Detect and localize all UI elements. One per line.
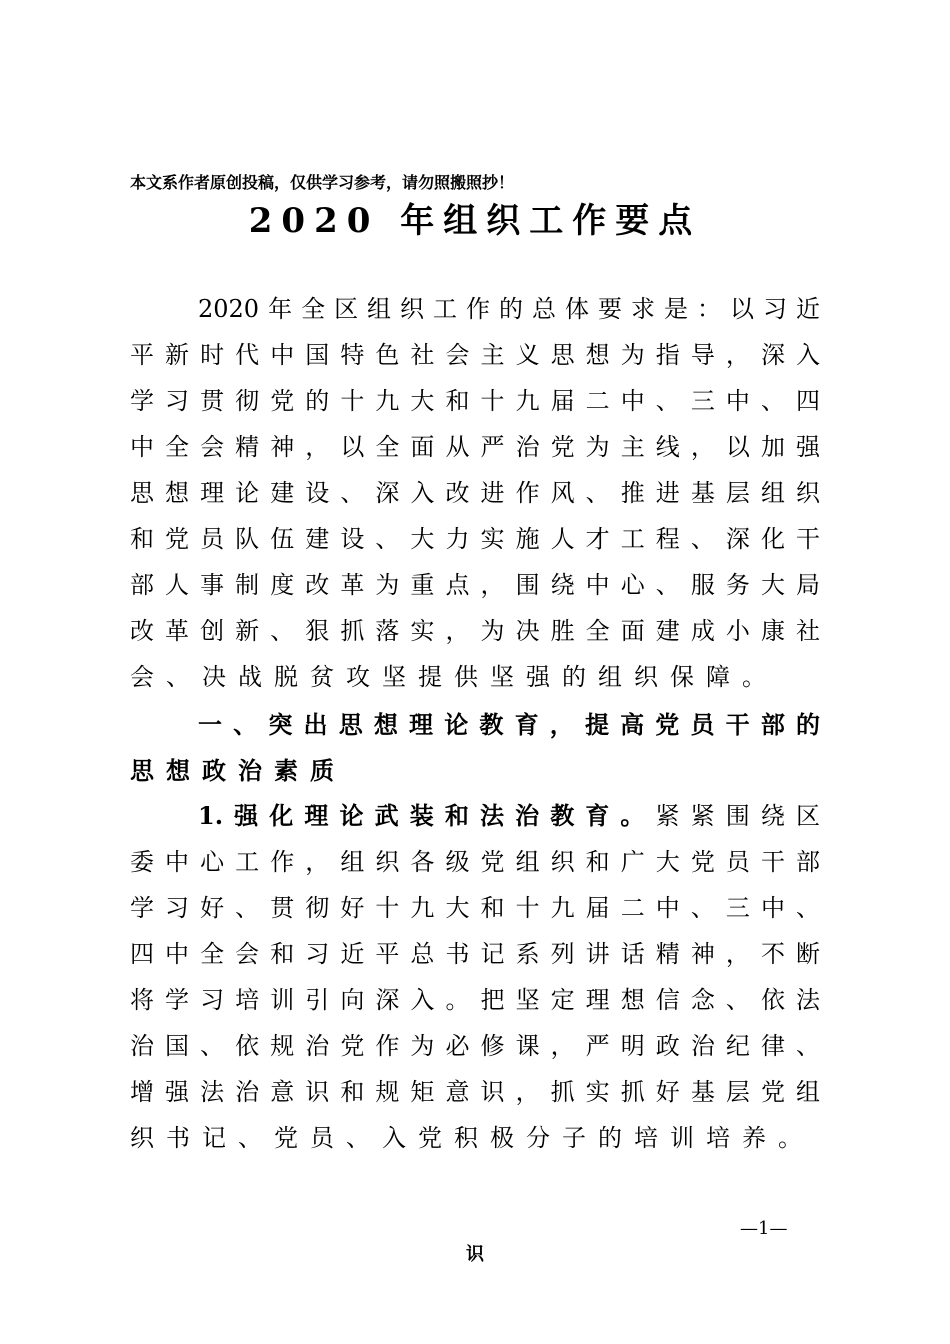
copyright-notice: 本文系作者原创投稿，仅供学习参考，请勿照搬照抄！ [130, 173, 515, 192]
intro-line-8: 改革创新、狠抓落实，为决胜全面建成小康社 [130, 617, 820, 645]
intro-line-9: 会、决战脱贫攻坚提供坚强的组织保障。 [130, 663, 778, 691]
intro-line-5: 思想理论建设、深入改进作风、推进基层组织 [130, 479, 820, 507]
item-1-lead: 1.强化理论武装和法治教育。 [198, 801, 656, 830]
item-1-line-4: 四中全会和习近平总书记系列讲话精神，不断 [130, 940, 820, 968]
item-1-line-6: 治国、依规治党作为必修课，严明政治纪律、 [130, 1032, 820, 1060]
section-heading-line-2: 思想政治素质 [130, 757, 346, 785]
item-1-line-5: 将学习培训引向深入。把坚定理想信念、依法 [130, 986, 820, 1014]
page-number: —1— [740, 1218, 788, 1239]
intro-line-7: 部人事制度改革为重点，围绕中心、服务大局 [130, 571, 820, 599]
footer-character: 识 [466, 1244, 484, 1265]
intro-line-3: 学习贯彻党的十九大和十九届二中、三中、四 [130, 387, 820, 415]
document-title: 2020 年组织工作要点 [248, 201, 702, 241]
section-heading-line-1: 一、突出思想理论教育，提高党员干部的 [198, 711, 820, 739]
intro-line-2: 平新时代中国特色社会主义思想为指导，深入 [130, 341, 820, 369]
intro-line-4: 中全会精神，以全面从严治党为主线，以加强 [130, 433, 820, 461]
item-1-line-8: 织书记、党员、入党积极分子的培训培养。 [130, 1124, 814, 1152]
item-1-line-3: 学习好、贯彻好十九大和十九届二中、三中、 [130, 894, 820, 922]
intro-line-6: 和党员队伍建设、大力实施人才工程、深化干 [130, 525, 820, 553]
item-1-first-rest: 紧紧围绕区 [655, 802, 821, 830]
item-1-first-line [198, 800, 820, 832]
item-1-line-2: 委中心工作，组织各级党组织和广大党员干部 [130, 848, 820, 876]
intro-line-1: 2020年全区组织工作的总体要求是：以习近 [198, 295, 820, 323]
item-1-line-7: 增强法治意识和规矩意识，抓实抓好基层党组 [130, 1078, 820, 1106]
